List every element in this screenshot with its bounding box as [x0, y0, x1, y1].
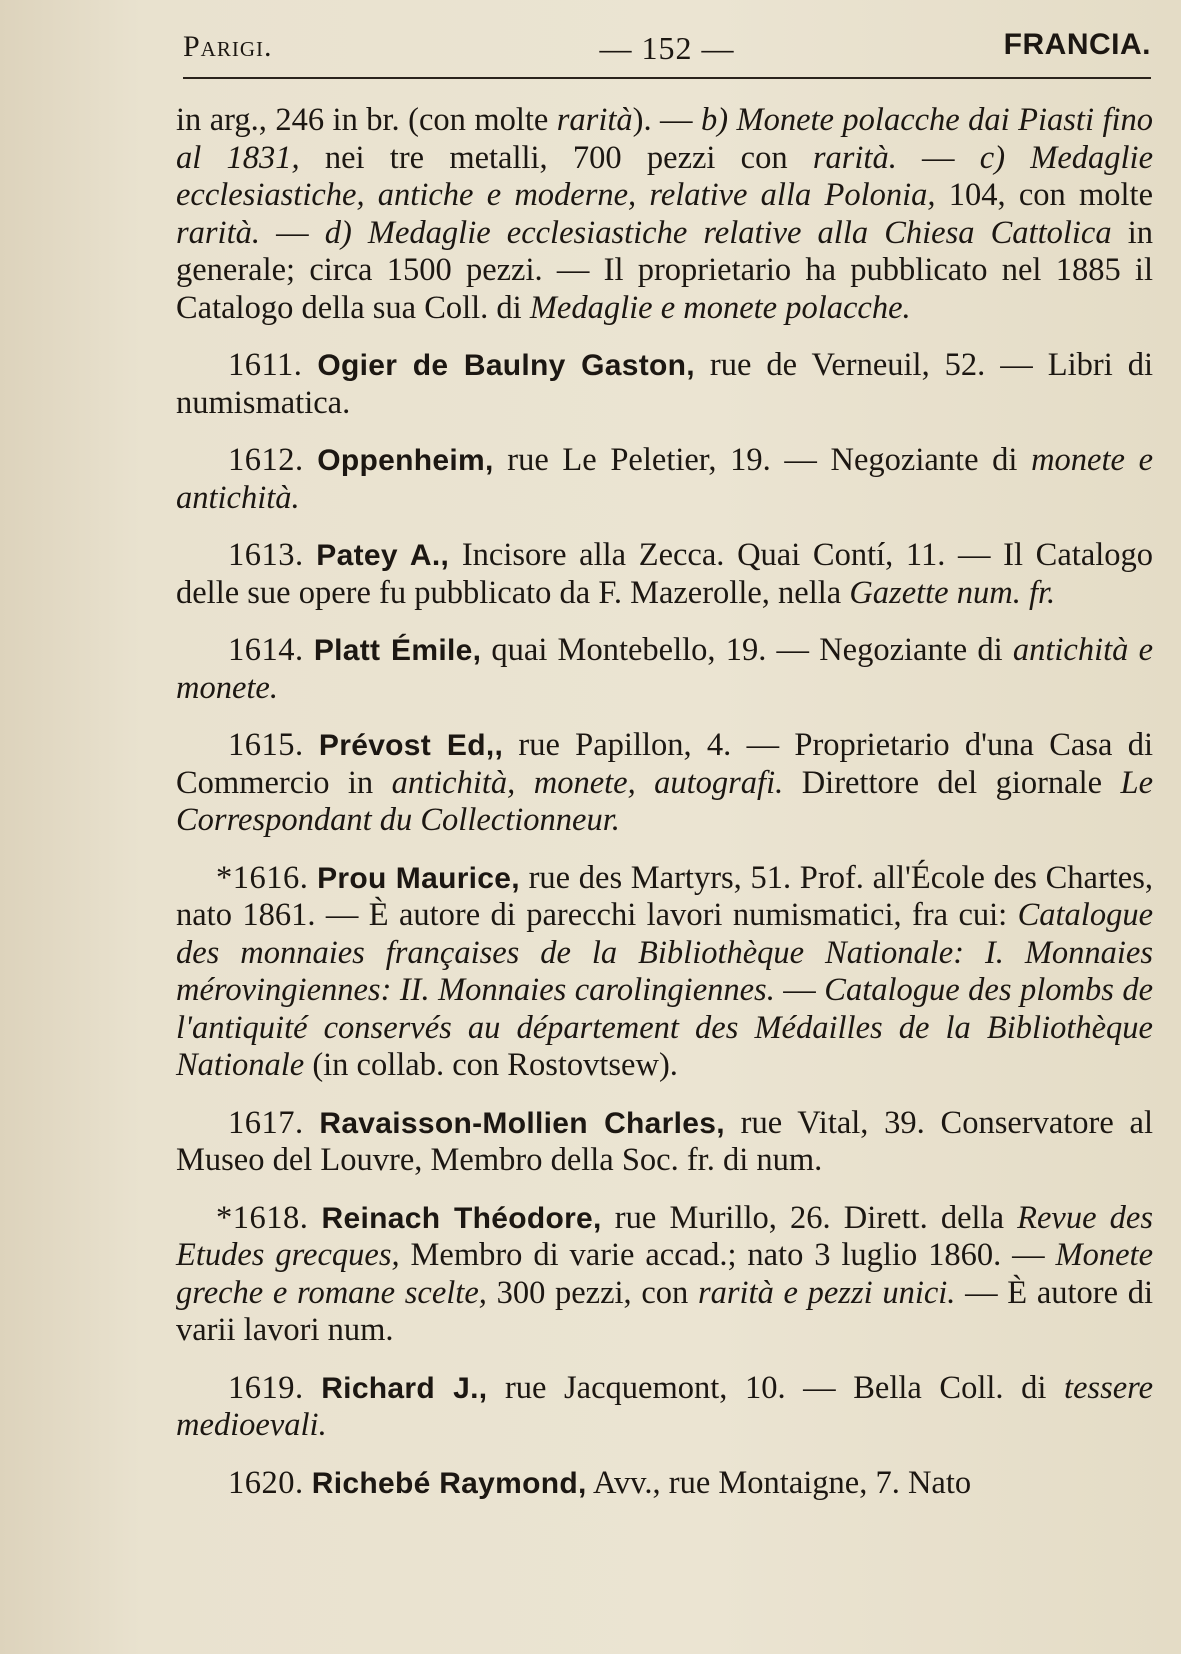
entry-name: Platt Émile,: [313, 634, 482, 667]
italic-run: rarità.: [176, 214, 260, 251]
page-number: — 152 —: [599, 30, 735, 66]
entry-1619: [176, 1370, 1153, 1445]
italic-run: Monete greche e romane scelte,: [176, 1237, 1153, 1311]
entry-1618: [176, 1200, 1153, 1350]
entry-name: Prou Maurice,: [317, 861, 520, 895]
entry-1612: [176, 442, 1153, 517]
italic-run: tessere medioevali.: [176, 1369, 1154, 1443]
entry-1613: [176, 537, 1153, 612]
entry-number: 1612.: [228, 442, 304, 478]
header-country: FRANCIA.: [1003, 28, 1151, 61]
italic-run: Revue des Etudes grecques,: [176, 1199, 1153, 1273]
italic-run: Le Correspondant du Collectionneur.: [176, 764, 1153, 838]
text-run: rue Vital, 39. Conservatore al Museo del Louvre, Membro della Soc. fr. di num.: [176, 1104, 1153, 1178]
entry-1615: [176, 727, 1153, 840]
entry-name: Prévost Ed,,: [318, 729, 504, 762]
text-run: rue Murillo, 26. Dirett. della: [601, 1199, 1018, 1236]
text-run: Direttore del giornale: [783, 764, 1121, 801]
text-run: quai Montebello, 19. — Negoziante di: [481, 632, 1013, 668]
italic-run: d) Medaglie ecclesiastiche relative alla Chiesa Cattolica: [324, 214, 1112, 251]
entry-1620: [176, 1465, 1153, 1503]
italic-run: Gazette num. fr.: [849, 574, 1056, 611]
text-run: —: [774, 972, 825, 1008]
italic-run: antichità e monete.: [176, 632, 1154, 706]
entry-number: 1620.: [228, 1464, 304, 1501]
text-run: Incisore alla Zecca. Quai Contí, 11. — Il Catalogo delle sue opere fu pubblicato da F. Mazerolle, nella: [176, 537, 1154, 611]
entry-name: Ogier de Baulny Gaston,: [317, 349, 695, 382]
text-run: rue Jacquemont, 10. — Bella Coll. di: [487, 1369, 1064, 1406]
italic-run: rarità: [556, 102, 633, 138]
header-rule: [183, 77, 1151, 79]
page-header: [183, 22, 1151, 72]
entry-number: *1616.: [216, 859, 309, 896]
italic-run: Medaglie e monete polacche.: [529, 289, 911, 326]
text-run: rue Papillon, 4. — Proprietario d'una Casa di Commercio in: [176, 727, 1153, 801]
text-run: 300 pezzi, con: [486, 1274, 698, 1311]
italic-run: Catalogue des monnaies françaises de la Bibliothèque Nationale: I. Monnaies mérovingiennes: II. Monnaies carolingiennes.: [176, 897, 1153, 1008]
entry-number: 1617.: [228, 1104, 304, 1141]
text-run: nei tre metalli, 700 pezzi con: [299, 139, 813, 176]
italic-run: b) Monete polacche dai Piasti fino al 1831,: [176, 102, 1154, 176]
text-run: (in collab. con Rostovtsew).: [304, 1047, 678, 1083]
entry-name: Richebé Raymond,: [311, 1466, 587, 1500]
text-run: in generale; circa 1500 pezzi. — Il proprietario ha pubblicato nel 1885 il Catalogo della sua Coll. di: [176, 214, 1154, 326]
italic-run: Catalogue des plombs de l'antiquité conservés au département des Médailles de la Bibliothèque Nationale: [176, 972, 1154, 1083]
text-run: Avv., rue Montaigne, 7. Nato: [586, 1464, 972, 1501]
entry-number: 1614.: [228, 632, 304, 668]
entry-number: 1615.: [228, 727, 304, 763]
text-run: — È autore di varii lavori num.: [176, 1274, 1154, 1348]
entry-number: *1618.: [216, 1199, 309, 1236]
entry-number: 1619.: [228, 1369, 304, 1406]
entry-1614: [176, 632, 1153, 707]
entry-1616: [176, 860, 1153, 1085]
entry-number: 1611.: [228, 347, 303, 383]
entry-name: Richard J.,: [321, 1371, 488, 1405]
italic-run: rarità e pezzi unici.: [697, 1274, 956, 1311]
text-run: —: [259, 214, 325, 251]
text-run: rue Le Peletier, 19. — Negoziante di: [493, 442, 1032, 478]
entry-1617: [176, 1105, 1153, 1180]
entry-name: Reinach Théodore,: [321, 1201, 602, 1235]
text-run: rue des Martyrs, 51. Prof. all'École des Chartes, nato 1861. — È autore di parecchi lavori numismatici, fra cui:: [176, 859, 1153, 933]
italic-run: c) Medaglie ecclesiastiche, antiche e moderne, relative alla Polonia,: [176, 139, 1154, 213]
italic-run: monete e antichità.: [176, 442, 1154, 516]
text-run: 104, con molte: [935, 177, 1153, 213]
italic-run: rarità.: [812, 139, 897, 176]
entry-1611: [176, 347, 1153, 422]
text-run: Membro di varie accad.; nato 3 luglio 1860. —: [399, 1237, 1056, 1273]
text-run: —: [896, 139, 980, 176]
header-city: Parigi.: [183, 30, 273, 63]
entry-number: 1613.: [228, 537, 304, 573]
text-run: ). —: [632, 102, 701, 138]
italic-run: antichità, monete, autografi.: [391, 764, 784, 801]
entry-name: Patey A.,: [316, 539, 450, 572]
text-run: rue de Verneuil, 52. — Libri di numismatica.: [176, 347, 1154, 421]
continuation-paragraph: [176, 102, 1153, 327]
page-body: [176, 102, 1153, 1502]
entry-name: Oppenheim,: [317, 444, 494, 477]
entry-name: Ravaisson-Mollien Charles,: [319, 1106, 725, 1140]
text-run: in arg., 246 in br. (con molte: [176, 102, 557, 138]
